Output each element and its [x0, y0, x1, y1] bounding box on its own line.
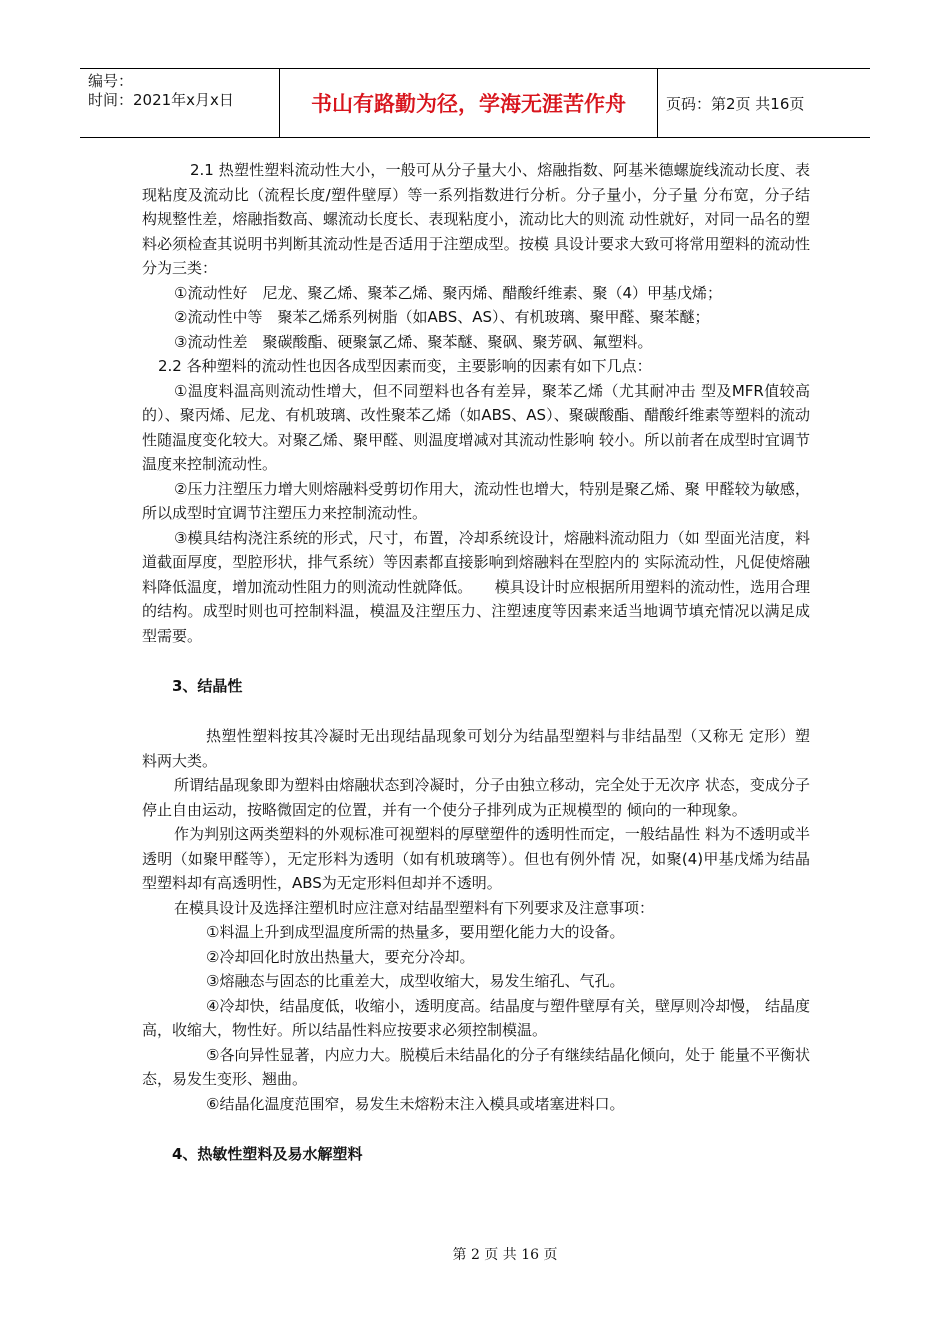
list-item-density-difference: ③熔融态与固态的比重差大，成型收缩大，易发生缩孔、气孔。	[206, 972, 625, 990]
list-item-pressure: ②压力注塑压力增大则熔融料受剪切作用大，流动性也增大，特别是聚乙烯、聚 甲醛较为敏感，所以成型时宜调节注塑压力来控制流动性。	[142, 479, 810, 522]
document-body	[142, 158, 810, 1192]
page-footer: 第 2 页 共 16 页	[452, 1247, 558, 1263]
header-left-cell	[80, 69, 280, 137]
paragraph-appearance-criterion: 作为判别这两类塑料的外观标准可视塑料的厚壁塑件的透明性而定，一般结晶性 料为不透明或半透明（如聚甲醛等），无定形料为透明（如有机玻璃等）。但也有例外情 况，如聚(4)甲基戊烯为结晶型塑料却有高透明性，ABS为无定形料但却并不透明。	[142, 825, 810, 892]
paragraph-2-1: 2.1 热塑性塑料流动性大小，一般可从分子量大小、熔融指数、阿基米德螺旋线流动长度、表现粘度及流动比（流程长度/塑件壁厚）等一系列指数进行分析。分子量小，分子量 分布宽，分子结构规整性差，熔融指数高、螺流动长度长、表现粘度小，流动比大的则流 动性就好，对同一品名的塑料必须检查其说明书判断其流动性是否适用于注塑成型。按模 具设计要求大致可将常用塑料的流动性分为三类：	[142, 161, 810, 277]
list-item-flow-poor: ③流动性差 聚碳酸酯、硬聚氯乙烯、聚苯醚、聚砜、聚芳砜、氟塑料。	[174, 332, 653, 351]
paragraph-crystallinity-intro: 热塑性塑料按其冷凝时无出现结晶现象可划分为结晶型塑料与非结晶型（又称无 定形）塑料两大类。	[142, 727, 810, 770]
list-item-heat-required: ①料温上升到成型温度所需的热量多，要用塑化能力大的设备。	[206, 923, 625, 941]
list-item-temperature-range: ⑥结晶化温度范围窄，易发生未熔粉末注入模具或堵塞进料口。	[206, 1094, 625, 1113]
document-number-label: 编号：	[88, 72, 134, 90]
section-heading-crystallinity: 3、结晶性	[172, 677, 243, 695]
section-heading-heat-sensitive: 4、热敏性塑料及易水解塑料	[172, 1145, 363, 1163]
header-page-label: 页码：第2页 共16页	[666, 95, 805, 113]
list-item-flow-medium: ②流动性中等 聚苯乙烯系列树脂（如ABS、AS）、有机玻璃、聚甲醛、聚苯醚；	[174, 308, 710, 326]
page-header	[80, 68, 870, 138]
paragraph-2-2: 2.2 各种塑料的流动性也因各成型因素而变，主要影响的因素有如下几点：	[158, 357, 652, 375]
list-item-flow-good: ①流动性好 尼龙、聚乙烯、聚苯乙烯、聚丙烯、醋酸纤维素、聚（4）甲基戊烯；	[174, 283, 722, 302]
paragraph-design-requirements: 在模具设计及选择注塑机时应注意对结晶型塑料有下列要求及注意事项：	[174, 898, 655, 917]
list-item-cooling: ②冷却回化时放出热量大，要充分冷却。	[206, 947, 475, 966]
list-item-temperature: ①温度料温高则流动性增大，但不同塑料也各有差异，聚苯乙烯（尤其耐冲击 型及MFR值较高的）、聚丙烯、尼龙、有机玻璃、改性聚苯乙烯（如ABS、AS）、聚碳酸酯、醋酸纤维素等塑料的流动性随温度变化较大。对聚乙烯、聚甲醛、则温度增减对其流动性影响 较小。所以前者在成型时宜调节温度来控制流动性。	[142, 381, 810, 473]
list-item-anisotropy: ⑤各向异性显著，内应力大。脱模后未结晶化的分子有继续结晶化倾向，处于 能量不平衡状态，易发生变形、翘曲。	[142, 1045, 810, 1088]
document-time-label: 时间：2021年x月x日	[88, 91, 234, 109]
paragraph-crystallization-phenomenon: 所谓结晶现象即为塑料由熔融状态到冷凝时，分子由独立移动，完全处于无次序 状态，变成分子停止自由运动，按略微固定的位置，并有一个使分子排列成为正规模型的 倾向的一种现象。	[142, 776, 810, 819]
list-item-crystallinity-degree: ④冷却快，结晶度低，收缩小，透明度高。结晶度与塑件壁厚有关，壁厚则冷却慢， 结晶度高，收缩大，物性好。所以结晶性料应按要求必须控制模温。	[142, 996, 810, 1039]
header-motto: 书山有路勤为径，学海无涯苦作舟	[280, 69, 658, 137]
list-item-mold-structure: ③模具结构浇注系统的形式，尺寸，布置，冷却系统设计，熔融料流动阻力（如 型面光洁度，料道截面厚度，型腔形状，排气系统）等因素都直接影响到熔融料在型腔内的 实际流动性，凡促使熔融料降低温度，增加流动性阻力的则流动性就降低。 模具设计时应根据所用塑料的流动性，选用合理的结构。成型时则也可控制料温，模温及注塑压力、注塑速度等因素来适当地调节填充情况以满足成型需要。	[142, 528, 810, 645]
